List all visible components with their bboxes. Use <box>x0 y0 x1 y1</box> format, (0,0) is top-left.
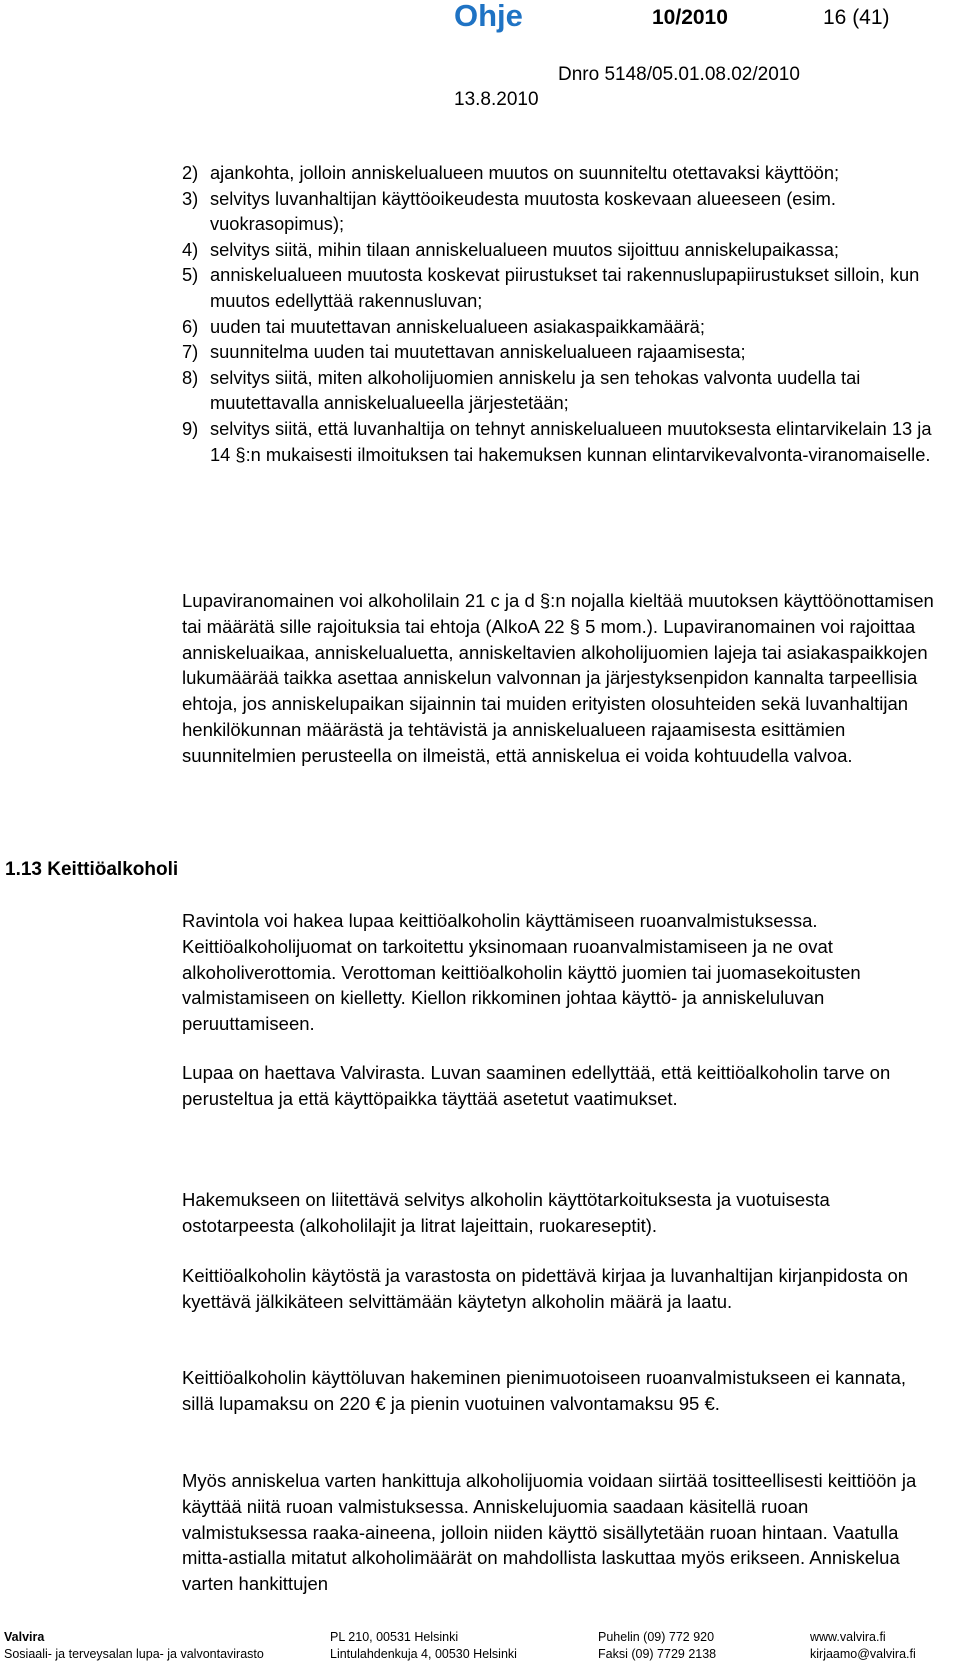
list-item <box>182 186 942 237</box>
document-number: 10/2010 <box>652 6 728 29</box>
list-item-number: 9) <box>182 417 199 439</box>
list-item-text: selvitys siitä, mihin tilaan anniskelualueen muutos sijoittuu anniskelupaikassa; <box>210 238 840 260</box>
body-paragraph: Keittiöalkoholin käyttöluvan hakeminen pienimuotoiseen ruoanvalmistukseen ei kannata, sillä lupamaksu on 220 € ja pienin vuotuinen valvontamaksu 95 €. <box>182 1367 907 1414</box>
body-paragraph: Ravintola voi hakea lupaa keittiöalkoholin käyttämiseen ruoanvalmistuksessa. Keittiöalkoholijuomat on tarkoitettu yksinomaan ruoanvalmistamiseen ja ne ovat alkoholiverottomia. Verottoman keittiöalkoholin käyttö juomien tai juomasekoitusten valmistamiseen on kielletty. Kiellon rikkominen johtaa käyttö- ja anniskeluluvan peruuttamiseen. <box>182 910 861 1035</box>
footer <box>0 1625 960 1667</box>
body-paragraph: Keittiöalkoholin käytöstä ja varastosta on pidettävä kirjaa ja luvanhaltijan kirjanpidosta on kyettävä jälkikäteen selvittämään käytetyn alkoholin määrä ja laatu. <box>182 1265 909 1312</box>
list-item-number: 8) <box>182 366 199 388</box>
list-item-text: uuden tai muutettavan anniskelualueen asiakaspaikkamäärä; <box>210 315 705 337</box>
list-item-number: 6) <box>182 315 199 337</box>
list-item <box>182 339 942 365</box>
footer-web-link[interactable]: www.valvira.fi <box>810 1630 886 1644</box>
list-item-text: selvitys siitä, että luvanhaltija on tehnyt anniskelualueen muutoksesta elintarvikelain 13 ja 14 §:n mukaisesti ilmoituksen tai hakemuksen kunnan elintarvikevalvonta-viranomaiselle. <box>210 417 932 465</box>
list-item <box>182 365 942 416</box>
document-date: 13.8.2010 <box>454 89 539 110</box>
footer-org-full: Sosiaali- ja terveysalan lupa- ja valvontavirasto <box>4 1647 264 1661</box>
footer-fax: Faksi (09) 7729 2138 <box>598 1647 717 1661</box>
footer-phone: Puhelin (09) 772 920 <box>598 1630 715 1644</box>
document-type-title: Ohje <box>454 0 523 33</box>
footer-email-link[interactable]: kirjaamo@valvira.fi <box>810 1647 916 1661</box>
list-item <box>182 237 942 263</box>
body-paragraph: Myös anniskelua varten hankittuja alkoholijuomia voidaan siirtää tositteellisesti keittiöön ja käyttää niitä ruoan valmistuksessa. Anniskelujuomia saadaan käsitellä ruoan valmistuksessa raaka-aineena, jolloin niiden käyttö sisällytetään ruoan hintaan. Vaatulla mitta-astialla mitatut alkoholimäärät on mahdollista laskuttaa myös erikseen. Anniskelua varten hankittujen <box>182 1470 917 1595</box>
footer-street: Lintulahdenkuja 4, 00530 Helsinki <box>330 1647 517 1661</box>
list-item-text: suunnitelma uuden tai muutettavan anniskelualueen rajaamisesta; <box>210 341 746 363</box>
body-paragraph: Lupaa on haettava Valvirasta. Luvan saaminen edellyttää, että keittiöalkoholin tarve on perusteltua ja että käyttöpaikka täyttää asetetut vaatimukset. <box>182 1062 891 1109</box>
list-item <box>182 262 942 313</box>
restriction-paragraph: Lupaviranomainen voi alkoholilain 21 c ja d §:n nojalla kieltää muutoksen käyttöönottamisen tai määrätä sille rajoituksia tai ehtoja (AlkoA 22 § 5 mom.). Lupaviranomainen voi rajoittaa anniskeluaikaa, anniskelualuetta, anniskeltavien alkoholijuomien lajeja tai asiakaspaikkojen lukumäärää taikka asettaa anniskelun valvonnan ja järjestyksenpidon kannalta tarpeellisia ehtoja, jos anniskelupaikan sijainnin tai muiden erityisten olosuhteiden sekä luvanhaltijan henkilökunnan määrästä ja tehtävistä ja anniskelualueen rajaamisesta esittämien suunnitelmien perusteella on ilmeistä, että anniskelua ei voida kohtuudella valvoa. <box>182 590 934 766</box>
footer-po-box: PL 210, 00531 Helsinki <box>330 1630 459 1644</box>
list-item-text: ajankohta, jolloin anniskelualueen muutos on suunniteltu otettavaksi käyttöön; <box>210 162 840 183</box>
footer-org: Valvira <box>4 1630 45 1644</box>
body-paragraph: Hakemukseen on liitettävä selvitys alkoholin käyttötarkoituksesta ja vuotuisesta ostotarpeesta (alkoholilajit ja litrat lajeittain, ruokareseptit). <box>182 1189 830 1236</box>
record-number: Dnro 5148/05.01.08.02/2010 <box>558 64 800 85</box>
section-heading: 1.13 Keittiöalkoholi <box>5 859 179 880</box>
list-item <box>182 416 942 467</box>
list-item <box>182 314 942 340</box>
list-item-number: 2) <box>182 162 199 183</box>
list-item-text: selvitys siitä, miten alkoholijuomien anniskelu ja sen tehokas valvonta uudella tai muutettavalla anniskelualueella järjestetään; <box>210 366 861 414</box>
requirements-list <box>182 160 942 467</box>
page-indicator: 16 (41) <box>823 6 890 29</box>
list-item-number: 7) <box>182 341 199 363</box>
list-item-number: 3) <box>182 187 199 209</box>
list-item-number: 5) <box>182 264 199 286</box>
list-item-text: anniskelualueen muutosta koskevat piirustukset tai rakennuslupapiirustukset silloin, kun muutos edellyttää rakennusluvan; <box>210 264 920 311</box>
list-item-number: 4) <box>182 238 199 260</box>
list-item-text: selvitys luvanhaltijan käyttöoikeudesta muutosta koskevaan alueeseen (esim. vuokrasopimus); <box>210 187 836 235</box>
list-item <box>182 160 942 186</box>
